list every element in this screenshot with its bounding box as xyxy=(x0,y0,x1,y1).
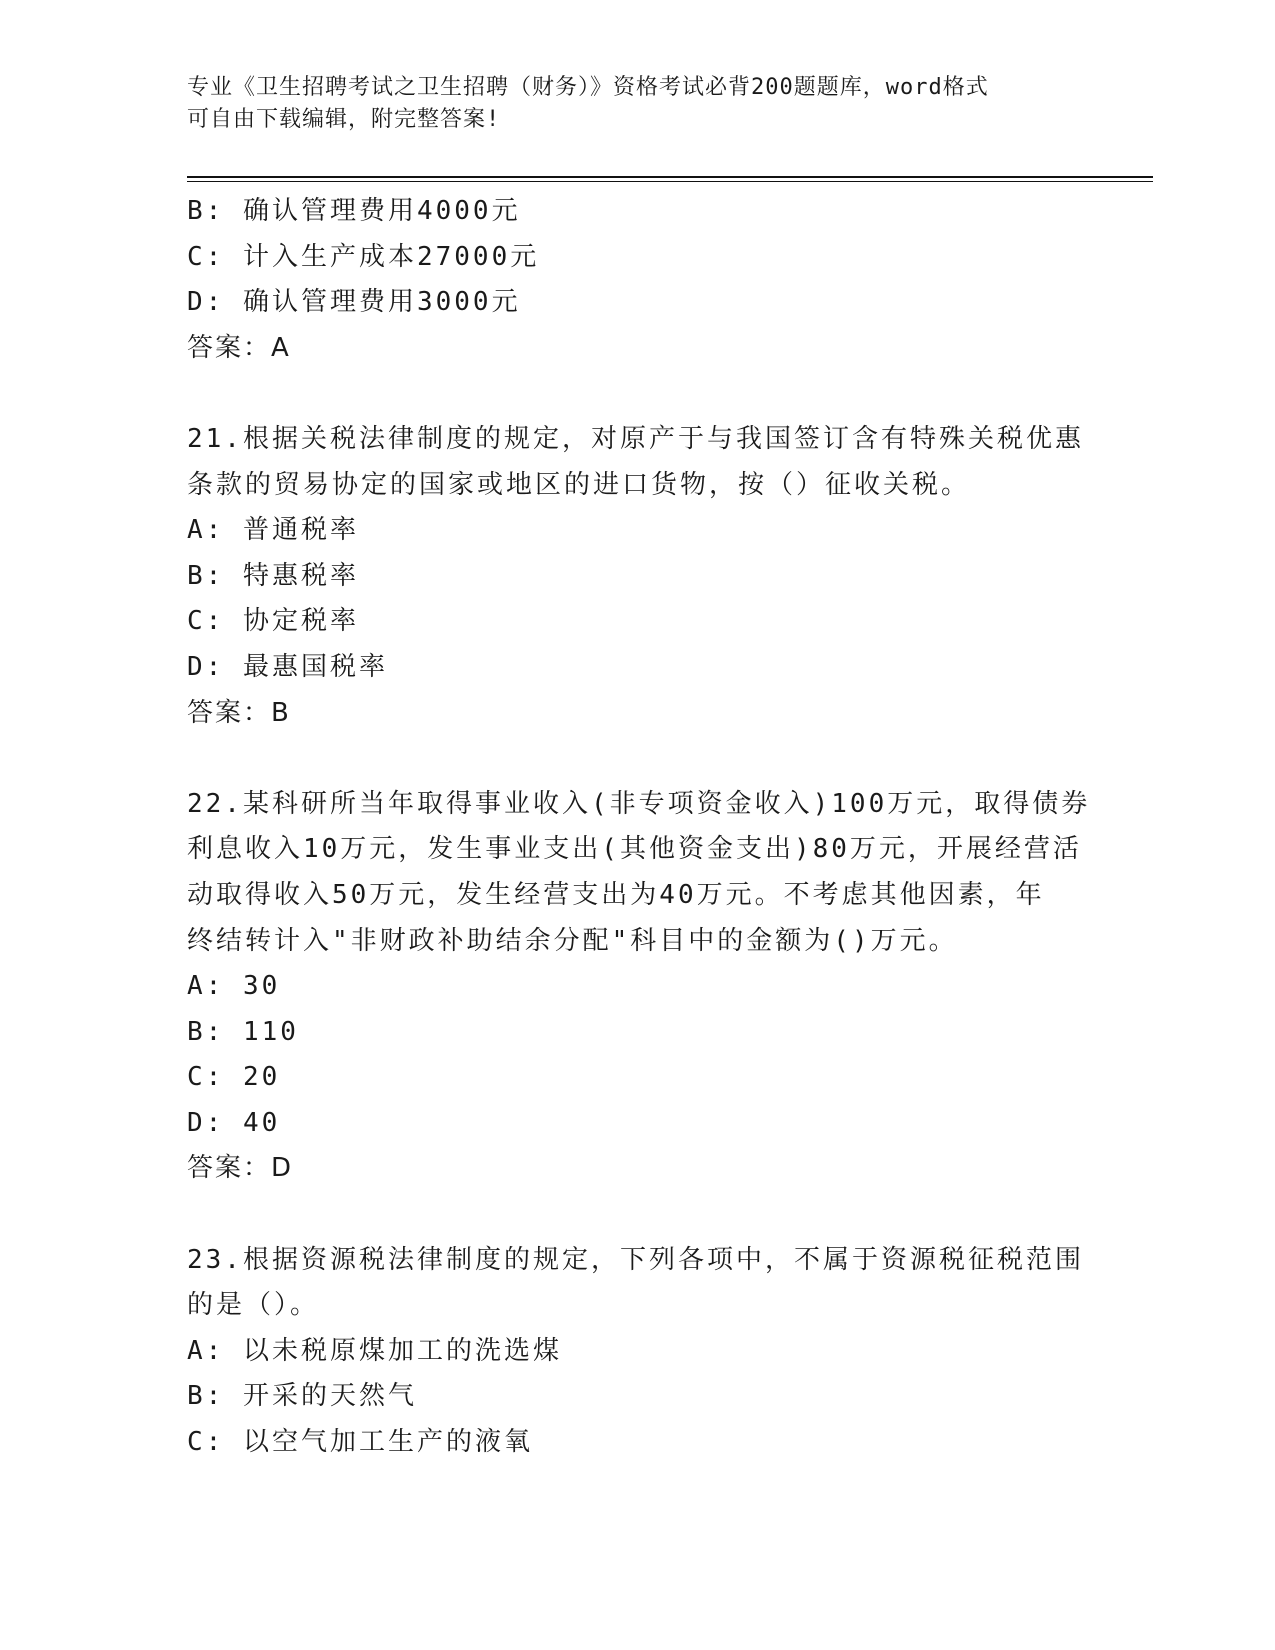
question-text-line: 利息收入10万元，发生事业支出(其他资金支出)80万元，开展经营活 xyxy=(187,834,1082,865)
option-a: A: 30 xyxy=(187,971,281,1002)
option-b: B: 确认管理费用4000元 xyxy=(187,196,521,226)
option-a: A: 普通税率 xyxy=(187,515,359,546)
header-line-2: 可自由下载编辑，附完整答案! xyxy=(187,107,501,132)
option-d: D: 最惠国税率 xyxy=(187,651,388,682)
question-text-line: 21.根据关税法律制度的规定，对原产于与我国签订含有特殊关税优惠 xyxy=(187,423,1084,454)
spacer xyxy=(187,1192,1087,1238)
option-a: A: 以未税原煤加工的洗选煤 xyxy=(187,1335,562,1366)
option-b: B: 110 xyxy=(187,1016,299,1047)
option-c: C: 20 xyxy=(187,1062,281,1093)
answer-line: 答案：D xyxy=(187,1153,294,1184)
question-list xyxy=(187,189,1091,1466)
answer-line: 答案：B xyxy=(187,697,291,728)
option-c: C: 以空气加工生产的液氧 xyxy=(187,1427,533,1458)
question-text-line: 条款的贸易协定的国家或地区的进口货物，按（）征收关税。 xyxy=(187,469,971,500)
question-23 xyxy=(187,1238,1087,1466)
document-header xyxy=(187,72,1067,136)
question-21 xyxy=(187,417,1087,736)
question-20-tail xyxy=(187,189,1087,371)
option-b: B: 特惠税率 xyxy=(187,560,359,591)
header-line-1: 专业《卫生招聘考试之卫生招聘（财务）》资格考试必背200题题库，word格式 xyxy=(187,75,989,100)
option-c: C: 协定税率 xyxy=(187,606,359,637)
option-d: D: 确认管理费用3000元 xyxy=(187,287,521,318)
question-text-line: 动取得收入50万元，发生经营支出为40万元。不考虑其他因素，年 xyxy=(187,879,1045,910)
header-divider-thick xyxy=(187,176,1153,178)
question-text-line: 23.根据资源税法律制度的规定，下列各项中，不属于资源税征税范围 xyxy=(187,1244,1084,1275)
spacer xyxy=(187,371,1087,417)
question-text-line: 的是（）。 xyxy=(187,1290,320,1321)
answer-line: 答案：A xyxy=(187,332,291,363)
option-b: B: 开采的天然气 xyxy=(187,1381,417,1412)
header-divider-thin xyxy=(187,181,1153,182)
option-c: C: 计入生产成本27000元 xyxy=(187,241,540,272)
option-d: D: 40 xyxy=(187,1107,281,1138)
question-22 xyxy=(187,782,1091,1192)
spacer xyxy=(187,736,1087,782)
question-text-line: 终结转计入"非财政补助结余分配"科目中的金额为()万元。 xyxy=(187,925,958,956)
question-text-line: 22.某科研所当年取得事业收入(非专项资金收入)100万元，取得债券 xyxy=(187,788,1091,819)
